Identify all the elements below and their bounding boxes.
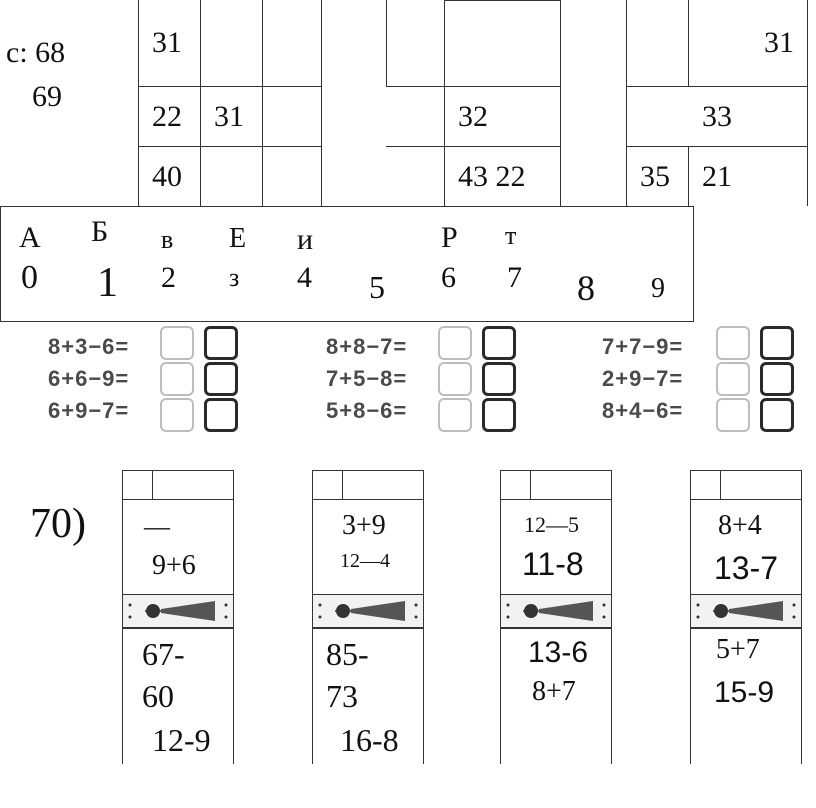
key-digit-1: 1 <box>97 260 118 306</box>
grid-2-r2: 32 <box>458 100 488 133</box>
card-1-top1: — <box>144 512 170 541</box>
grid-3-col-line-2 <box>688 146 689 206</box>
thermometer-icon <box>123 595 233 627</box>
card-3-top1: 12—5 <box>524 512 579 537</box>
key-digit-2: 2 <box>161 261 176 294</box>
card-3-top2: 11-8 <box>522 546 584 582</box>
thermometer-icon <box>691 595 801 627</box>
card-2-header <box>312 470 424 500</box>
answer-box-1-1a[interactable] <box>160 326 194 360</box>
grid-2-r3: 43 22 <box>458 160 526 193</box>
card-2-bot3: 16-8 <box>340 722 399 758</box>
equation-1-2: 6+6−9= <box>48 366 130 391</box>
card-1-header-div <box>152 470 153 500</box>
card-4-header-div <box>720 470 721 500</box>
card-1-header <box>122 470 234 500</box>
card-1-top2: 9+6 <box>152 550 196 581</box>
card-3-header-div <box>530 470 531 500</box>
card-1-bot3: 12-9 <box>152 722 211 758</box>
grid-1-r2c1: 22 <box>152 100 182 133</box>
grid-1-r3c1: 40 <box>152 160 182 193</box>
thermometer-icon <box>313 595 423 627</box>
card-1-tool-strip <box>122 594 234 628</box>
key-letter-1: Б <box>91 215 109 248</box>
equation-1-3: 6+9−7= <box>48 398 130 423</box>
grid-3-row-line-2 <box>626 146 808 147</box>
answer-box-1-1b[interactable] <box>204 326 238 360</box>
card-4-bot2: 15-9 <box>714 676 775 709</box>
grid-3-r1: 31 <box>764 26 794 59</box>
grid-1-col-line-1 <box>200 0 201 206</box>
card-2-bot1: 85- <box>326 636 369 672</box>
answer-box-3-3b[interactable] <box>760 398 794 432</box>
card-4-header <box>690 470 802 500</box>
equation-3-2: 2+9−7= <box>602 366 684 391</box>
letter-key <box>0 206 694 322</box>
key-letter-2: в <box>161 225 174 254</box>
answer-box-1-2a[interactable] <box>160 362 194 396</box>
key-letter-6: Р <box>441 221 458 254</box>
card-3-bot1: 13-6 <box>528 636 589 669</box>
card-4-bot1: 5+7 <box>716 634 760 665</box>
key-letter-4: и <box>297 223 314 256</box>
key-digit-3: з <box>229 263 240 292</box>
equation-1-1: 8+3−6= <box>48 334 130 359</box>
grid-3-r3b: 21 <box>702 160 732 193</box>
equation-3-3: 8+4−6= <box>602 398 684 423</box>
grid-2-line-e <box>560 0 561 206</box>
key-letter-0: А <box>19 221 41 254</box>
grid-2-line-b <box>386 86 560 87</box>
card-4-top2: 13-7 <box>714 550 779 586</box>
key-digit-0: 0 <box>21 259 38 296</box>
grid-3-col-line-1 <box>688 0 689 86</box>
key-digit-5: 5 <box>369 269 385 305</box>
grid-3-r3a: 35 <box>640 160 670 193</box>
card-3-bot2: 8+7 <box>532 676 576 707</box>
task-number: 70) <box>30 501 86 547</box>
grid-2-line-a <box>386 0 387 86</box>
card-2-tool-strip <box>312 594 424 628</box>
key-digit-6: 6 <box>441 261 456 294</box>
key-letter-3: Е <box>229 223 247 254</box>
key-digit-9: 9 <box>651 273 665 304</box>
equation-3-1: 7+7−9= <box>602 334 684 359</box>
answer-box-2-1a[interactable] <box>438 326 472 360</box>
grid-1-row-line-2 <box>138 146 322 147</box>
card-2-bot2: 73 <box>326 678 358 714</box>
grid-1-r2c2: 31 <box>214 100 244 133</box>
thermometer-icon <box>501 595 611 627</box>
answer-box-2-2a[interactable] <box>438 362 472 396</box>
card-1-bot1: 67- <box>142 636 185 672</box>
grid-1-col-line-2 <box>262 0 263 206</box>
grid-1-r1c1: 31 <box>152 26 182 59</box>
equation-2-1: 8+8−7= <box>326 334 408 359</box>
equation-2-2: 7+5−8= <box>326 366 408 391</box>
card-4-top1: 8+4 <box>718 510 762 541</box>
card-2-header-div <box>342 470 343 500</box>
answer-box-3-1a[interactable] <box>716 326 750 360</box>
card-2-top2: 12—4 <box>340 550 390 572</box>
key-digit-8: 8 <box>577 268 595 308</box>
answer-box-2-3b[interactable] <box>482 398 516 432</box>
answer-box-2-2b[interactable] <box>482 362 516 396</box>
grid-3-row-line-1 <box>626 86 808 87</box>
answer-box-1-3a[interactable] <box>160 398 194 432</box>
card-3-header <box>500 470 612 500</box>
key-digit-7: 7 <box>507 261 522 294</box>
answer-box-2-3a[interactable] <box>438 398 472 432</box>
grid-2-line-c <box>444 0 445 206</box>
answer-box-2-1b[interactable] <box>482 326 516 360</box>
answer-box-3-1b[interactable] <box>760 326 794 360</box>
answer-box-1-3b[interactable] <box>204 398 238 432</box>
card-4-tool-strip <box>690 594 802 628</box>
grid-1-row-line-1 <box>138 86 322 87</box>
card-3-tool-strip <box>500 594 612 628</box>
equation-2-3: 5+8−6= <box>326 398 408 423</box>
key-letter-7: т <box>505 221 517 250</box>
answer-box-3-3a[interactable] <box>716 398 750 432</box>
answer-box-1-2b[interactable] <box>204 362 238 396</box>
grid-2-line-f <box>386 146 560 147</box>
answer-box-3-2b[interactable] <box>760 362 794 396</box>
card-1-bot2: 60 <box>142 678 174 714</box>
grid-3-r2: 33 <box>702 100 732 133</box>
grid-2-line-d <box>444 0 560 1</box>
page-ref-second: 69 <box>32 80 62 113</box>
key-digit-4: 4 <box>297 261 312 294</box>
answer-box-3-2a[interactable] <box>716 362 750 396</box>
page-ref: с: 68 <box>6 36 66 69</box>
card-2-top1: 3+9 <box>342 510 386 541</box>
